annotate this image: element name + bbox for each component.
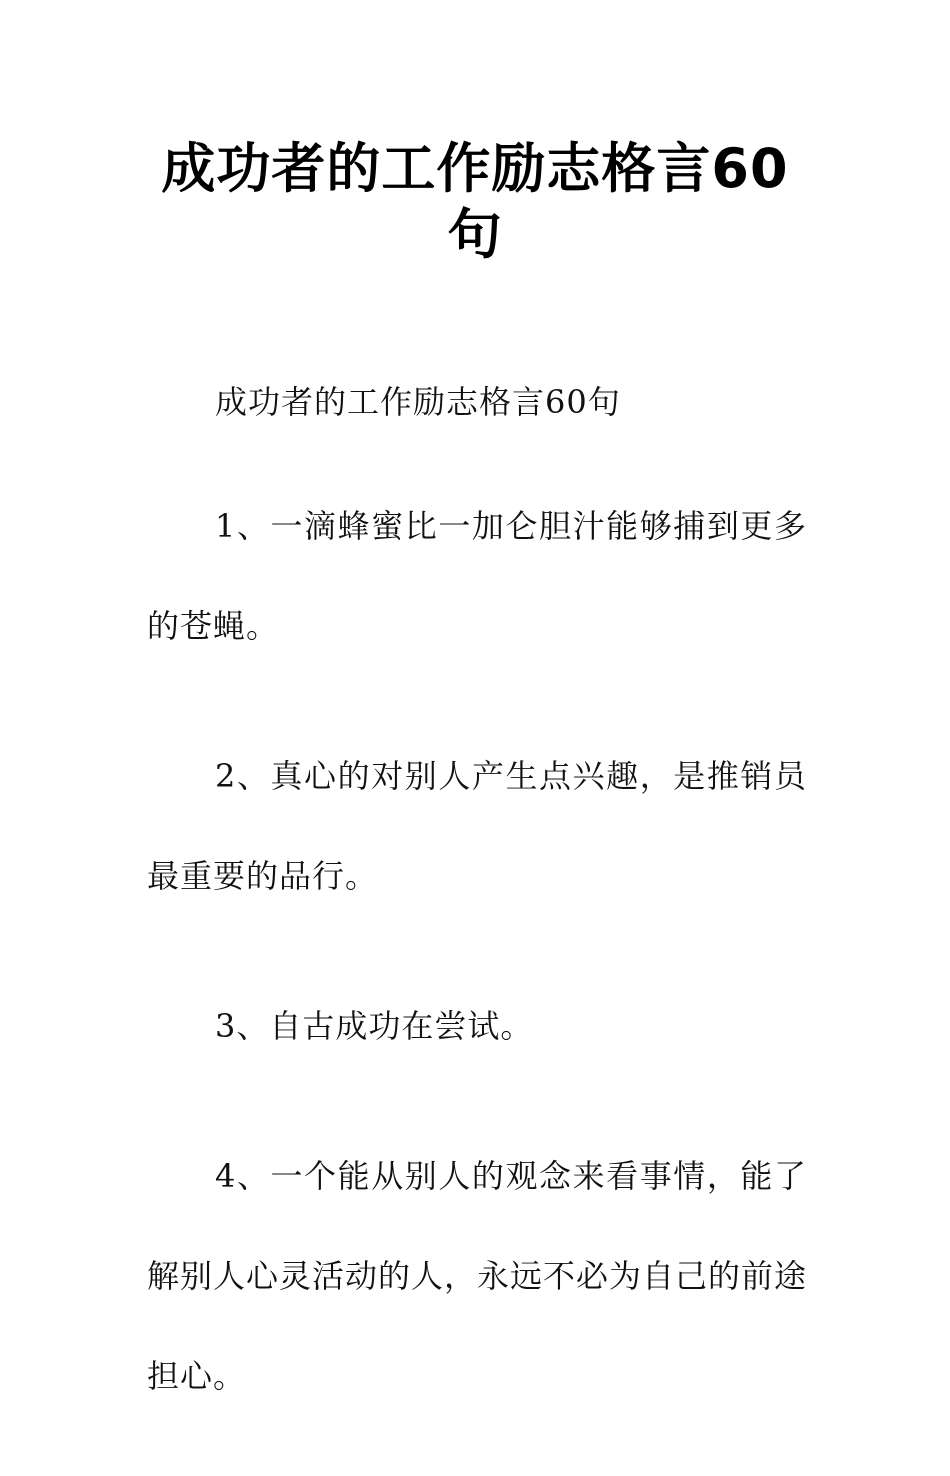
quote-paragraph-3: 3、自古成功在尝试。 <box>215 1007 534 1045</box>
quote-paragraph-4: 4、一个能从别人的观念来看事情，能了解别人心灵活动的人，永远不必为自己的前途担心。 <box>147 1157 808 1395</box>
quote-paragraph-2: 2、真心的对别人产生点兴趣，是推销员最重要的品行。 <box>147 757 807 895</box>
document-subtitle: 成功者的工作励志格言60句 <box>215 383 621 421</box>
quote-paragraph-1: 1、一滴蜂蜜比一加仑胆汁能够捕到更多的苍蝇。 <box>147 507 807 645</box>
document-body <box>147 378 807 1476</box>
document-title: 成功者的工作励志格言60句 <box>161 137 789 266</box>
